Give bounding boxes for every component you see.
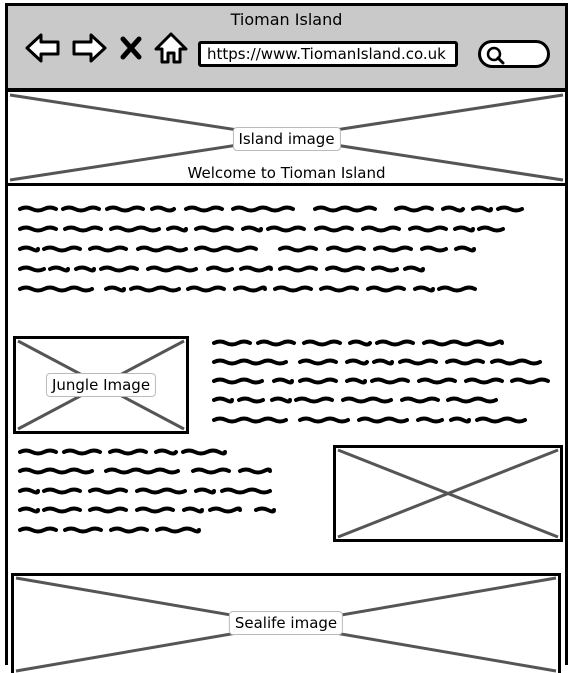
- url-input[interactable]: https://www.TiomanIsland.co.uk: [198, 41, 458, 67]
- secondary-image: [333, 445, 563, 542]
- hero-image-label: Island image: [232, 127, 340, 151]
- intro-paragraph: [18, 200, 538, 298]
- search-icon: [485, 45, 505, 65]
- jungle-paragraph: [212, 335, 557, 430]
- window-title: Tioman Island: [230, 10, 343, 29]
- jungle-image-label: Jungle Image: [46, 373, 156, 397]
- hero-caption: Welcome to Tioman Island: [5, 164, 568, 182]
- jungle-image: [13, 336, 189, 434]
- body-paragraph: [18, 444, 318, 539]
- back-arrow-icon[interactable]: [24, 29, 62, 67]
- home-icon[interactable]: [152, 29, 190, 67]
- search-field[interactable]: [478, 40, 550, 68]
- sealife-image: [11, 573, 561, 673]
- close-icon[interactable]: [118, 29, 144, 67]
- sealife-image-label: Sealife image: [229, 611, 343, 635]
- forward-arrow-icon[interactable]: [70, 29, 108, 67]
